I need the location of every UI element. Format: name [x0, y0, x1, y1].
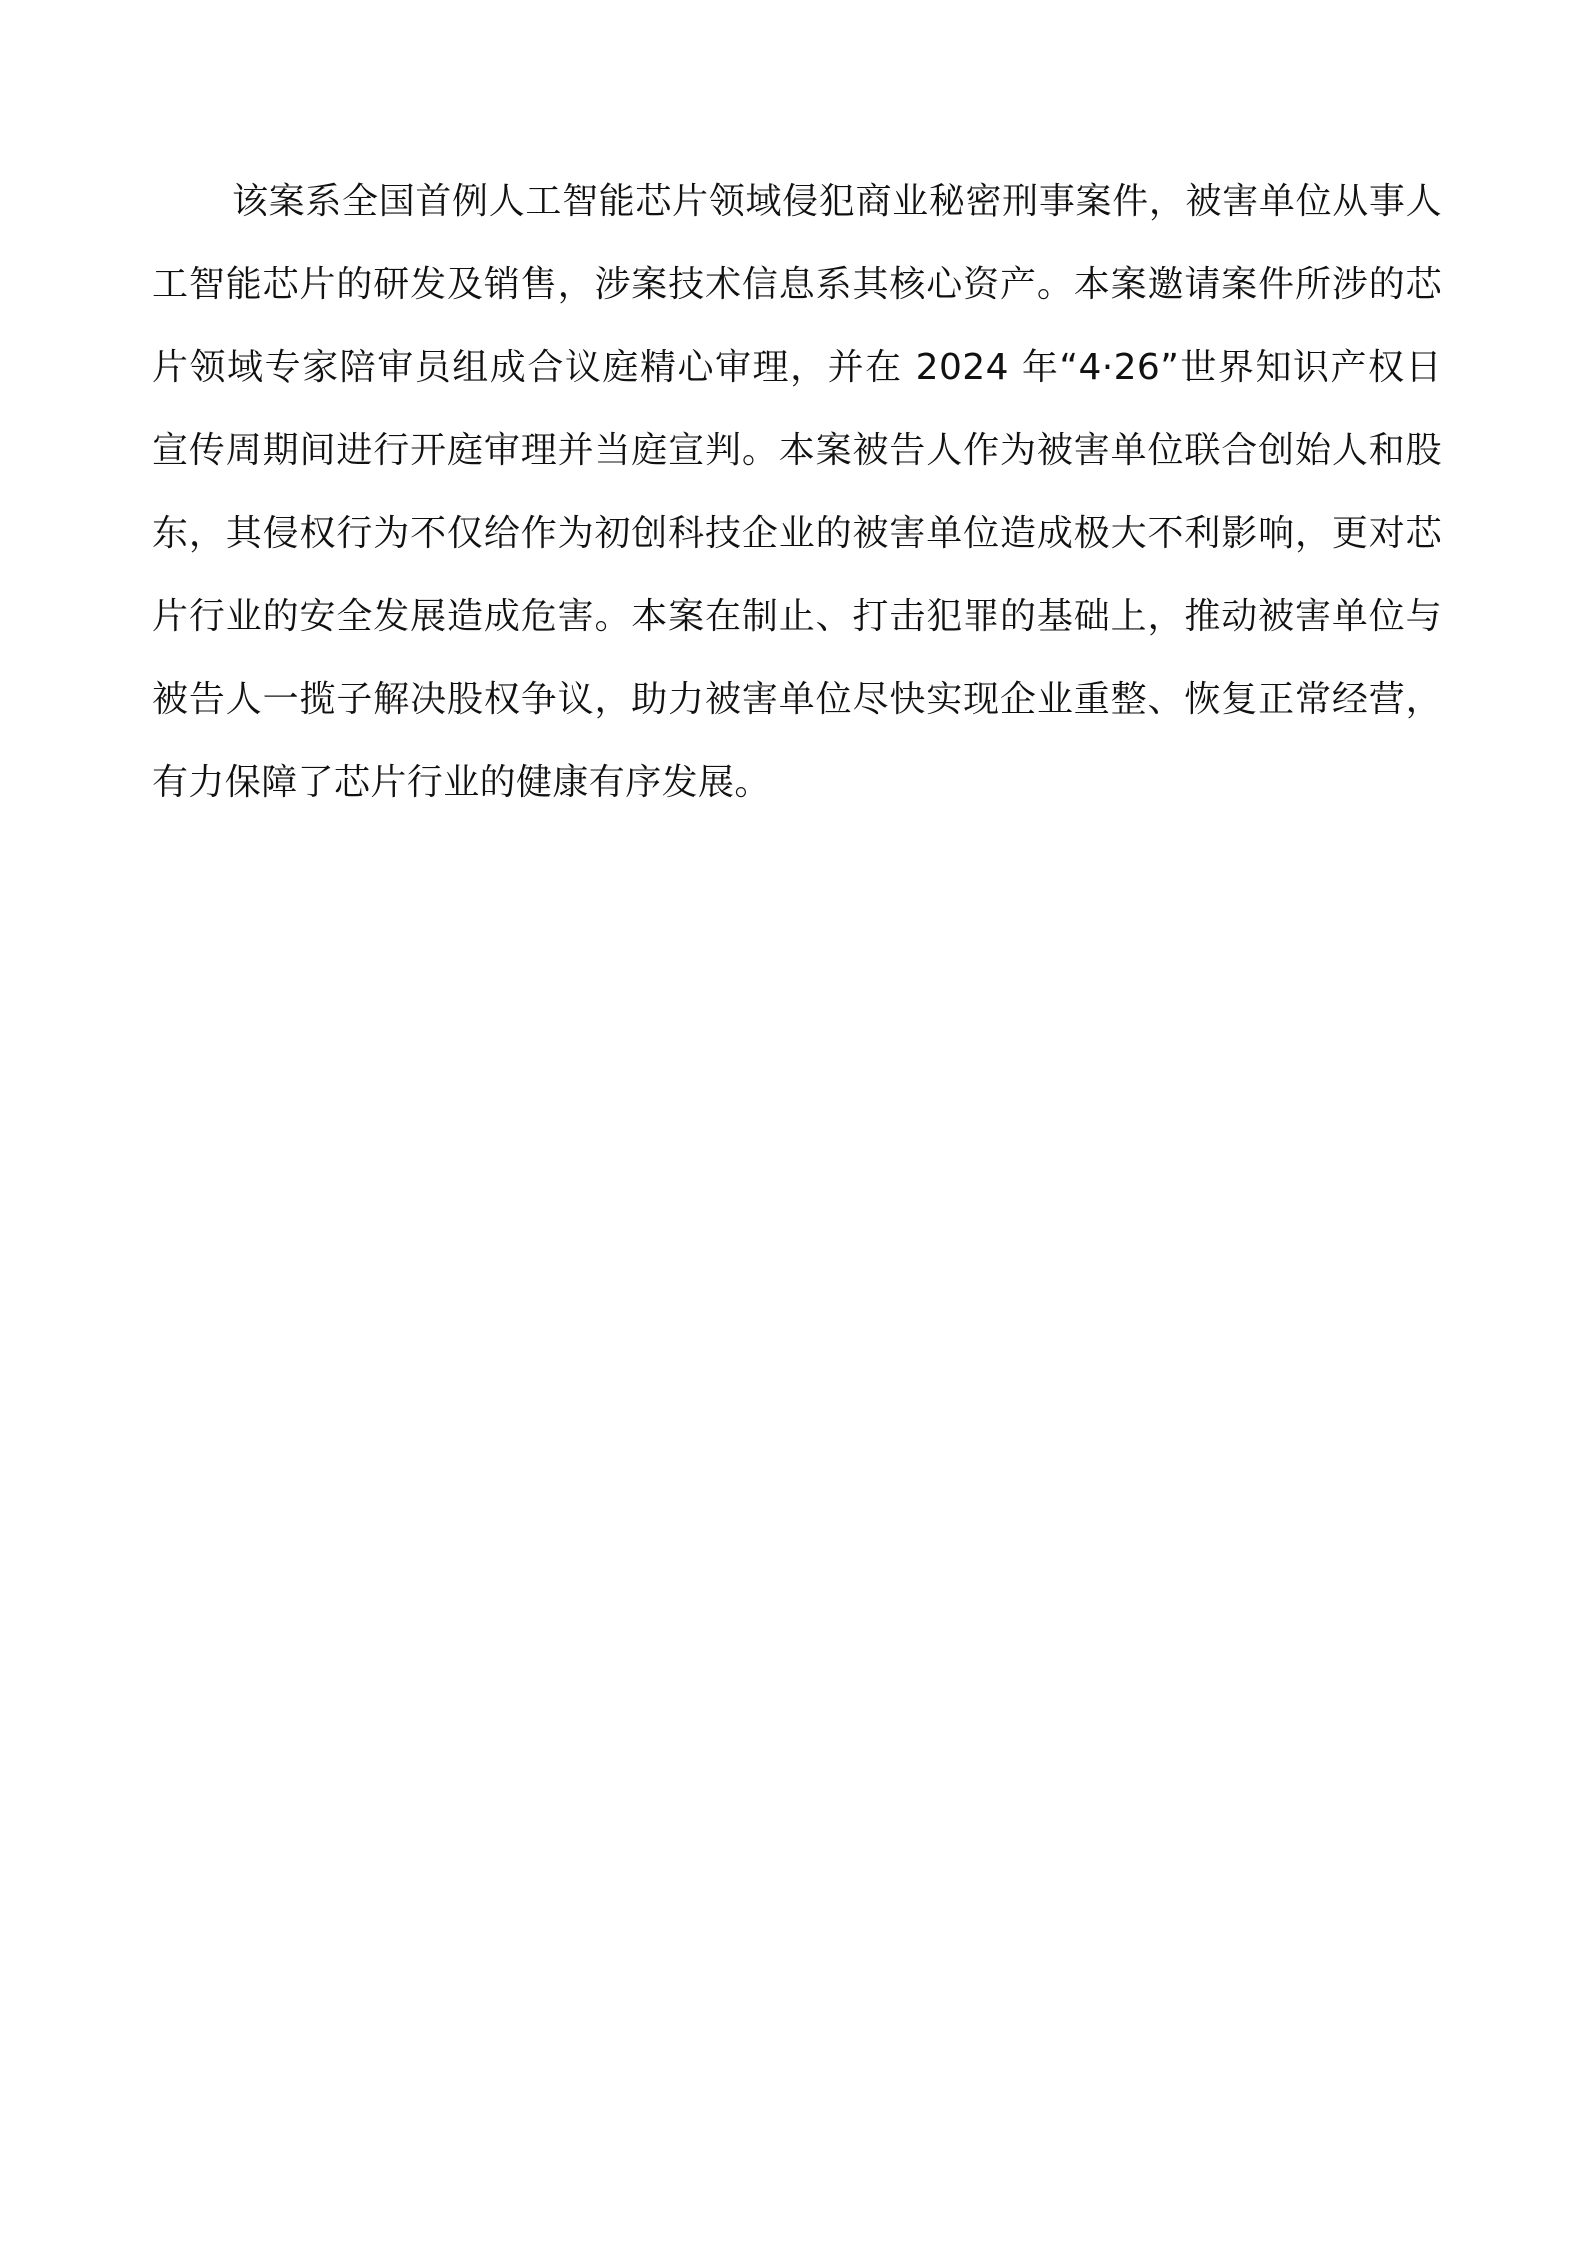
- body-text: [152, 160, 1442, 824]
- paragraph: 该案系全国首例人工智能芯片领域侵犯商业秘密刑事案件，被害单位从事人工智能芯片的研发及销售，涉案技术信息系其核心资产。本案邀请案件所涉的芯片领域专家陪审员组成合议庭精心审理，并在 2024 年“4·26”世界知识产权日宣传周期间进行开庭审理并当庭宣判。本案被告人作为被害单位联合创始人和股东，其侵权行为不仅给作为初创科技企业的被害单位造成极大不利影响，更对芯片行业的安全发展造成危害。本案在制止、打击犯罪的基础上，推动被害单位与被告人一揽子解决股权争议，助力被害单位尽快实现企业重整、恢复正常经营，有力保障了芯片行业的健康有序发展。: [152, 181, 1442, 803]
